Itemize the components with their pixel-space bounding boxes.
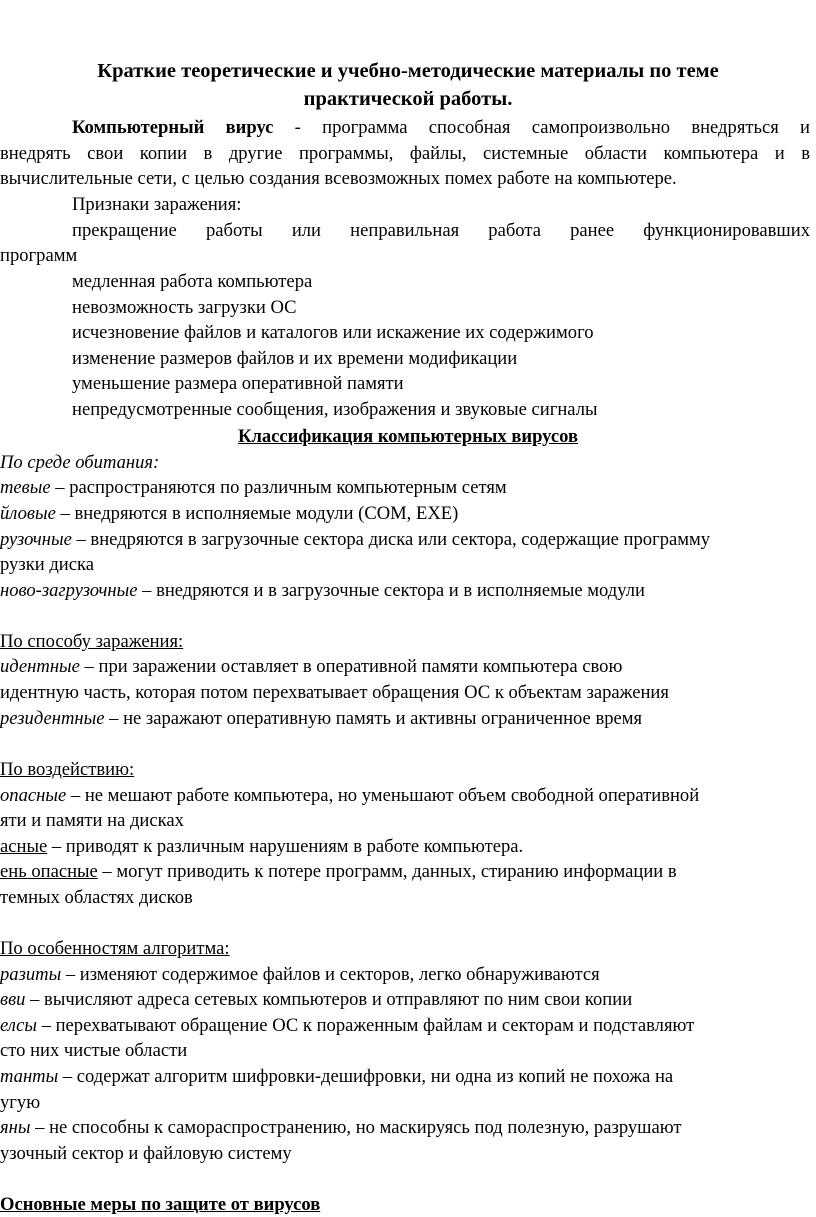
sign-item: невозможность загрузки ОС <box>72 297 297 318</box>
protection-heading: Основные меры по защите от вирусов <box>0 1194 321 1215</box>
impact-item-harmless-continued: яти и памяти на дисках <box>0 810 184 831</box>
sign-item: исчезновение файлов и каталогов или искажение их содержимого <box>72 322 594 343</box>
env-term: тевые <box>0 477 51 498</box>
algorithm-desc: – перехватывают обращение ОС к пораженным файлам и секторам и подставляют <box>36 1015 695 1036</box>
algorithm-desc: – вычисляют адреса сетевых компьютеров и отправляют по ним свои копии <box>25 989 633 1010</box>
algorithm-item-mutants <box>0 1065 673 1089</box>
method-term: резидентные <box>0 708 105 729</box>
algorithm-item-worms <box>0 988 632 1012</box>
env-term: ново-загрузочные <box>0 580 138 601</box>
algorithm-term: разиты <box>0 964 62 985</box>
sign-item: медленная работа компьютера <box>72 271 313 292</box>
definition-term: Компьютерный вирус <box>72 117 274 138</box>
impact-desc: – могут приводить к потере программ, данных, стиранию информации в <box>97 861 677 882</box>
impact-term: ень опасные <box>0 861 98 882</box>
env-item-file <box>0 502 458 526</box>
algorithm-item-parasites <box>0 963 600 987</box>
env-item-boot <box>0 528 710 552</box>
algorithm-item-trojans <box>0 1116 682 1140</box>
algorithm-term: елсы <box>0 1015 37 1036</box>
env-item-network <box>0 476 507 500</box>
impact-term: асные <box>0 836 48 857</box>
impact-item-harmless <box>0 784 699 808</box>
method-item-resident <box>0 655 622 679</box>
env-item-boot-continued: рузки диска <box>0 554 94 575</box>
env-desc: – внедряются в исполняемые модули (COM, EXE) <box>55 503 459 524</box>
impact-item-very-dangerous-continued: темных областях дисков <box>0 887 193 908</box>
algorithm-term: яны <box>0 1117 31 1138</box>
sign-item: уменьшение размера оперативной памяти <box>72 373 404 394</box>
algorithm-item-trojans-continued: узочный сектор и файловую систему <box>0 1143 292 1164</box>
env-desc: – распространяются по различным компьютерным сетям <box>50 477 507 498</box>
env-desc: – внедряются в загрузочные сектора диска или сектора, содержащие программу <box>71 529 711 550</box>
algorithm-desc: – содержат алгоритм шифровки-дешифровки, ни одна из копий не похожа на <box>58 1066 674 1087</box>
definition-line-3: вычислительные сети, с целью создания всевозможных помех работе на компьютере. <box>0 168 677 189</box>
classification-heading: Классификация компьютерных вирусов <box>237 426 579 447</box>
sign-item: изменение размеров файлов и их времени модификации <box>72 348 518 369</box>
algorithm-term: танты <box>0 1066 59 1087</box>
sign-item: прекращение работы или неправильная работа ранее функционировавших <box>72 220 810 241</box>
env-term: рузочные <box>0 529 72 550</box>
impact-item-very-dangerous <box>0 860 677 884</box>
algorithm-desc: – не способны к самораспространению, но маскируясь под полезную, разрушают <box>30 1117 682 1138</box>
sign-item-continued: программ <box>0 245 78 266</box>
algorithm-item-stealth-continued: сто них чистые области <box>0 1040 188 1061</box>
method-item-resident-continued: идентную часть, которая потом перехватывает обращения ОС к объектам заражения <box>0 682 669 703</box>
env-desc: – внедряются и в загрузочные сектора и в исполняемые модули <box>137 580 645 601</box>
signs-heading: Признаки заражения: <box>72 194 242 215</box>
page-title-line-1: Краткие теоретические и учебно-методические материалы по теме <box>97 60 719 82</box>
sign-item: непредусмотренные сообщения, изображения и звуковые сигналы <box>72 399 598 420</box>
method-desc: – при заражении оставляет в оперативной памяти компьютера свою <box>79 656 623 677</box>
env-heading: По среде обитания: <box>0 452 160 473</box>
method-desc: – не заражают оперативную память и активны ограниченное время <box>104 708 643 729</box>
impact-desc: – приводят к различным нарушениям в работе компьютера. <box>47 836 524 857</box>
impact-item-dangerous <box>0 835 523 859</box>
env-item-file-boot <box>0 579 645 603</box>
env-term: йловые <box>0 503 56 524</box>
definition-line-2: внедрять свои копии в другие программы, файлы, системные области компьютера и в <box>0 143 810 164</box>
definition-dash: - <box>294 117 301 138</box>
algorithm-heading: По особенностям алгоритма: <box>0 938 230 959</box>
algorithm-item-stealth <box>0 1014 694 1038</box>
page-title-line-2: практической работы. <box>303 88 513 110</box>
method-heading: По способу заражения: <box>0 631 184 652</box>
method-item-nonresident <box>0 707 642 731</box>
impact-term: опасные <box>0 785 67 806</box>
algorithm-desc: – изменяют содержимое файлов и секторов, легко обнаруживаются <box>61 964 600 985</box>
impact-heading: По воздействию: <box>0 759 135 780</box>
definition-first-line <box>72 116 810 140</box>
impact-desc: – не мешают работе компьютера, но уменьшают объем свободной оперативной <box>66 785 700 806</box>
definition-text: программа способная самопроизвольно внедряться и <box>322 117 810 138</box>
method-term: идентные <box>0 656 80 677</box>
algorithm-term: вви <box>0 989 26 1010</box>
algorithm-item-mutants-continued: угую <box>0 1092 41 1113</box>
